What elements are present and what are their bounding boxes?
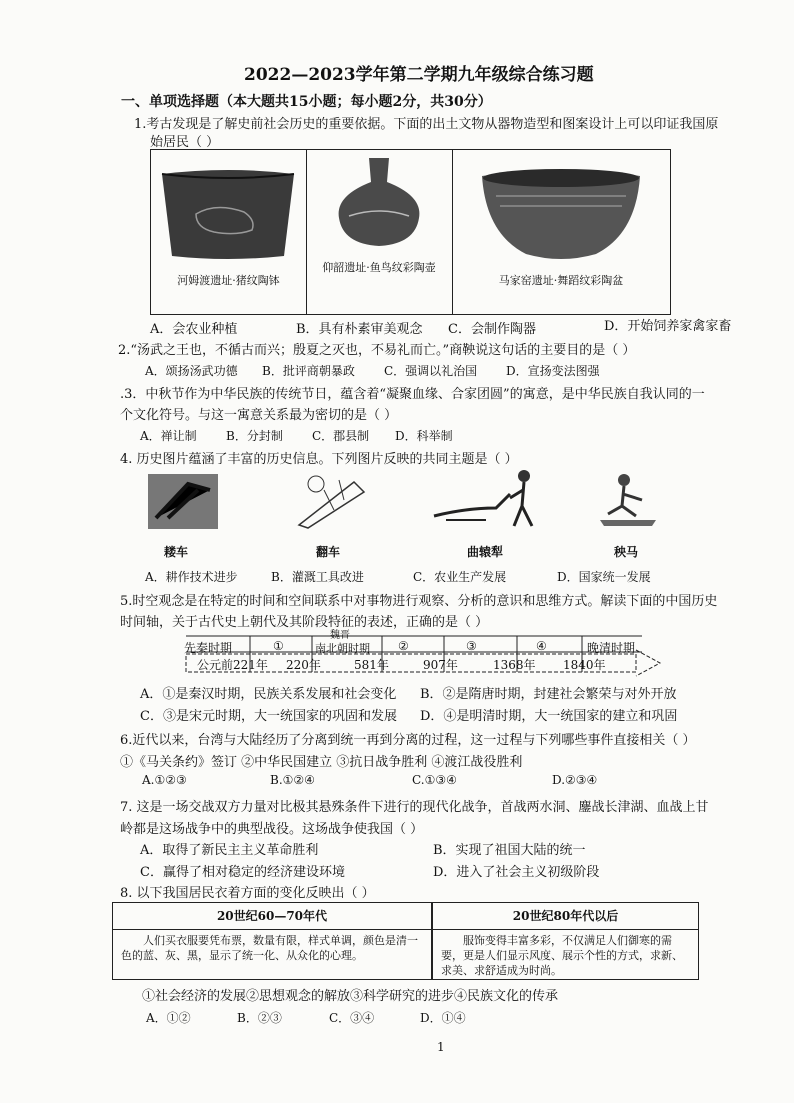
timeline-date-3: 581年 xyxy=(354,658,389,672)
timeline-period-wei-jin: 魏晋 xyxy=(330,630,350,641)
q3-option-a: A．禅让制 xyxy=(140,429,197,443)
q4-caption-2: 翻车 xyxy=(316,545,341,559)
q8-option-b: B．②③ xyxy=(237,1011,282,1025)
q7-option-d: D．进入了社会主义初级阶段 xyxy=(433,865,600,880)
q7-stem-cont: 岭都是这场战争中的典型战役。这场战争使我国（ ） xyxy=(120,822,424,837)
q6-option-a: A.①②③ xyxy=(142,773,187,787)
q1-option-b: B．具有朴素审美观念 xyxy=(296,322,423,337)
seed-drill-image xyxy=(148,474,218,529)
q4-option-b: B．灌溉工具改进 xyxy=(271,570,364,584)
q3-stem-cont: 个文化符号。与这一寓意关系最为密切的是（ ） xyxy=(120,408,398,423)
q5-option-a: A．①是秦汉时期，民族关系发展和社会变化 xyxy=(140,687,397,702)
page-number: 1 xyxy=(437,1040,445,1054)
q2-stem: 2.“汤武之王也，不循古而兴；殷夏之灭也，不易礼而亡。”商鞅说这句话的主要目的是（ ） xyxy=(118,343,636,358)
dancing-pattern-basin-image xyxy=(476,164,646,264)
q7-option-a: A．取得了新民主主义革命胜利 xyxy=(140,843,319,858)
q1-caption-2: 仰韶遗址·鱼鸟纹彩陶壶 xyxy=(322,261,436,274)
q5-option-d: D．④是明清时期，大一统国家的建立和巩固 xyxy=(420,709,678,724)
q1-option-c: C．会制作陶器 xyxy=(448,322,536,337)
q8-option-a: A．①② xyxy=(146,1011,191,1025)
q4-caption-3: 曲辕犁 xyxy=(467,545,504,559)
q7-option-b: B．实现了祖国大陆的统一 xyxy=(433,843,586,858)
timeline-date-5: 1368年 xyxy=(493,658,536,672)
section-heading: 一、单项选择题（本大题共15小题；每小题2分，共30分） xyxy=(121,94,492,110)
q1-option-d: D．开始饲养家禽家畜 xyxy=(604,319,732,334)
q5-option-b: B．②是隋唐时期，封建社会繁荣与对外开放 xyxy=(420,687,677,702)
q1-stem: 1.考古发现是了解史前社会历史的重要依据。下面的出土文物从器物造型和图案设计上可以印证我国原 xyxy=(134,117,719,132)
q7-stem: 7. 这是一场交战双方力量对比极其悬殊条件下进行的现代化战争，首战两水洞、鏖战长津湖、血战上甘 xyxy=(120,800,709,815)
q5-stem: 5.时空观念是在特定的时间和空间联系中对事物进行观察、分析的意识和思维方式。解读下面的中国历史 xyxy=(120,594,718,609)
q8-clothing-table xyxy=(112,902,699,980)
q2-option-c: C．强调以礼治国 xyxy=(384,364,478,378)
q5-option-c: C．③是宋元时期，大一统国家的巩固和发展 xyxy=(140,709,397,724)
q6-stem: 6.近代以来，台湾与大陆经历了分离到统一再到分离的过程，这一过程与下列哪些事件直接相关（ ） xyxy=(120,733,696,748)
q6-option-b: B.①②④ xyxy=(270,773,315,787)
q4-option-d: D．国家统一发展 xyxy=(557,570,651,584)
q2-option-d: D．宣扬变法图强 xyxy=(506,364,600,378)
q3-option-d: D．科举制 xyxy=(395,429,453,443)
q2-option-b: B．批评商朝暴政 xyxy=(262,364,355,378)
curved-plough-image xyxy=(426,468,546,530)
q3-option-c: C．郡县制 xyxy=(312,429,370,443)
pig-pattern-bowl-image xyxy=(156,164,301,264)
q7-option-c: C．赢得了相对稳定的经济建设环境 xyxy=(140,865,345,880)
q4-option-c: C．农业生产发展 xyxy=(413,570,507,584)
timeline-period-pre-qin: 先秦时期 xyxy=(184,641,233,655)
timeline-date-2: 220年 xyxy=(286,658,321,672)
q8-option-c: C．③④ xyxy=(329,1011,375,1025)
fish-bird-pot-image xyxy=(319,156,439,256)
q8-text-1: 人们买衣服要凭布票，数量有限，样式单调，颜色是清一色的蓝、灰、黑，显示了统一化、从众化的心理。 xyxy=(121,934,418,962)
q1-caption-3: 马家窑遗址·舞蹈纹彩陶盆 xyxy=(498,274,624,287)
q4-caption-1: 耧车 xyxy=(164,545,189,559)
timeline-date-6: 1840年 xyxy=(563,658,606,672)
timeline-date-1: 公元前221年 xyxy=(197,658,268,672)
timeline-period-nanbei: 南北朝时期 xyxy=(315,642,370,655)
q6-items: ①《马关条约》签订 ②中华民国建立 ③抗日战争胜利 ④渡江战役胜利 xyxy=(120,755,523,770)
q8-header-1: 20世纪60—70年代 xyxy=(113,903,431,930)
q1-cell-1 xyxy=(151,150,307,314)
q8-text-2: 服饰变得丰富多彩，不仅满足人们御寒的需要，更是人们显示风度、展示个性的方式，求新、求美、求舒适成为时尚。 xyxy=(441,934,683,977)
q1-image-table xyxy=(150,149,671,315)
q3-stem: .3．中秋节作为中华民族的传统节日，蕴含着“凝聚血缘、合家团圆”的寓意，是中华民族自我认同的一 xyxy=(120,387,705,402)
q6-option-c: C.①③④ xyxy=(412,773,457,787)
q8-header-2: 20世纪80年代以后 xyxy=(433,903,698,930)
q5-stem-cont: 时间轴，关于古代史上朝代及其阶段特征的表述，正确的是（ ） xyxy=(120,615,489,630)
q1-cell-3 xyxy=(452,150,670,314)
timeline-period-late-qing: 晚清时期 xyxy=(587,641,636,655)
q8-items: ①社会经济的发展②思想观念的解放③科学研究的进步④民族文化的传承 xyxy=(142,989,559,1004)
water-wheel-image xyxy=(294,470,369,530)
timeline-period-2: ② xyxy=(398,639,409,653)
timeline-period-3: ③ xyxy=(466,639,477,653)
q4-option-a: A．耕作技术进步 xyxy=(145,570,238,584)
q4-stem: 4. 历史图片蕴涵了丰富的历史信息。下列图片反映的共同主题是（ ） xyxy=(120,452,518,467)
timeline-period-4: ④ xyxy=(536,639,547,653)
page-title: 2022—2023学年第二学期九年级综合练习题 xyxy=(244,65,594,85)
q8-stem: 8. 以下我国居民衣着方面的变化反映出（ ） xyxy=(120,886,375,901)
timeline-date-4: 907年 xyxy=(423,658,458,672)
seedling-horse-image xyxy=(596,470,666,530)
q1-stem-cont: 始居民（ ） xyxy=(150,135,220,150)
q4-caption-4: 秧马 xyxy=(614,545,639,559)
q6-option-d: D.②③④ xyxy=(552,773,598,787)
q8-option-d: D．①④ xyxy=(420,1011,466,1025)
timeline-period-1: ① xyxy=(273,639,284,653)
q1-caption-1: 河姆渡遗址·猪纹陶钵 xyxy=(177,274,280,287)
q1-option-a: A．会农业种植 xyxy=(150,322,238,337)
q1-cell-2 xyxy=(306,150,453,314)
q3-option-b: B．分封制 xyxy=(226,429,283,443)
q2-option-a: A．颂扬汤武功德 xyxy=(145,364,238,378)
